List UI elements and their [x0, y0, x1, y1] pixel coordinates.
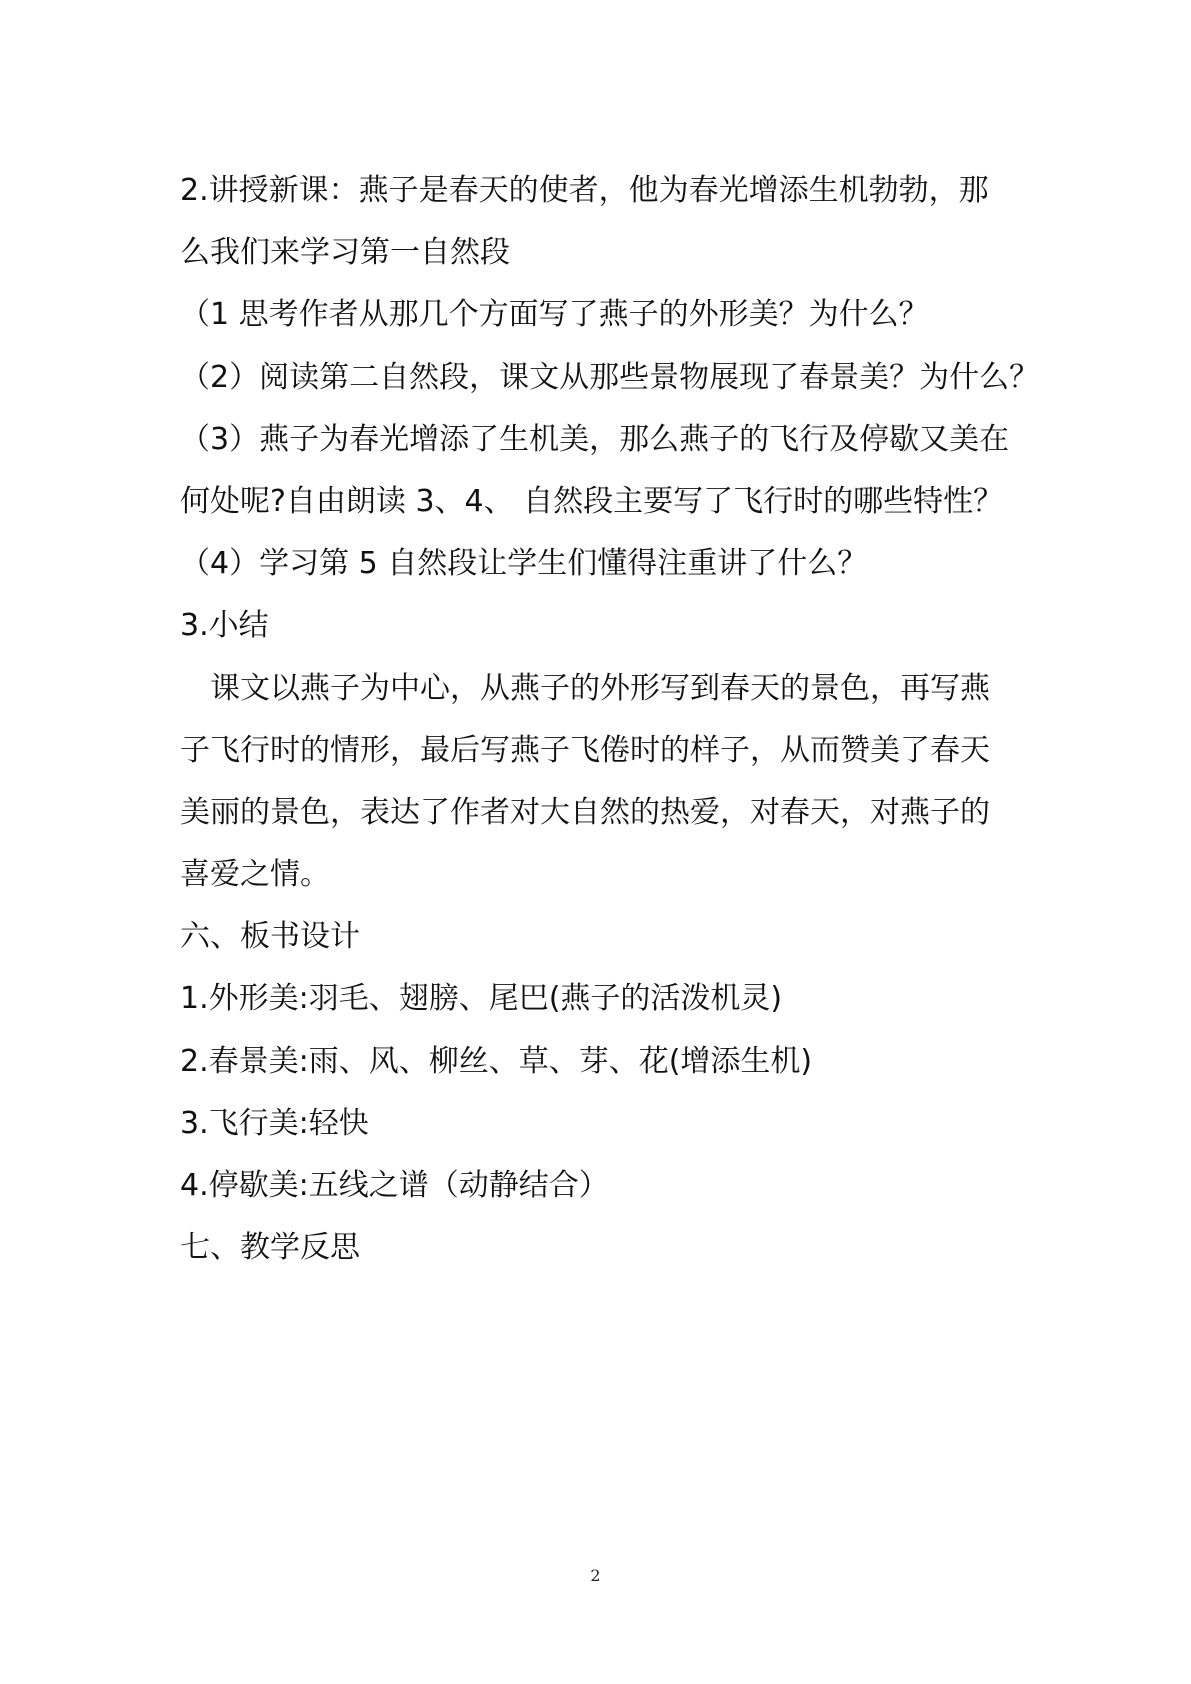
text-line-2: 么我们来学习第一自然段 [180, 235, 510, 271]
text-line-12: 喜爱之情。 [180, 857, 330, 893]
section-heading-reflection: 七、教学反思 [180, 1230, 360, 1266]
board-item-1: 1.外形美:羽毛、翅膀、尾巴(燕子的活泼机灵) [180, 981, 783, 1017]
board-item-4: 4.停歇美:五线之谱（动静结合） [180, 1168, 609, 1203]
text-line-11: 美丽的景色，表达了作者对大自然的热爱，对春天，对燕子的 [180, 794, 990, 830]
text-line-3: （1 思考作者从那几个方面写了燕子的外形美？为什么？ [180, 297, 929, 333]
text-line-10: 子飞行时的情形，最后写燕子飞倦时的样子，从而赞美了春天 [180, 732, 990, 768]
text-line-4: （2）阅读第二自然段，课文从那些景物展现了春景美？为什么？ [180, 359, 1040, 395]
text-line-5: （3）燕子为春光增添了生机美，那么燕子的飞行及停歇又美在 [180, 421, 1010, 457]
board-item-3: 3.飞行美:轻快 [180, 1105, 369, 1141]
text-line-1: 2.讲授新课：燕子是春天的使者，他为春光增添生机勃勃，那 [180, 173, 989, 208]
text-line-7: （4）学习第 5 自然段让学生们懂得注重讲了什么？ [180, 546, 868, 582]
board-item-2: 2.春景美:雨、风、柳丝、草、芽、花(增添生机) [180, 1043, 813, 1079]
section-heading-summary: 3.小结 [180, 608, 269, 644]
text-line-9: 课文以燕子为中心，从燕子的外形写到春天的景色，再写燕 [210, 670, 990, 706]
section-heading-board-design: 六、板书设计 [180, 919, 360, 955]
document-body [180, 160, 1040, 1279]
page-number: 2 [590, 1566, 601, 1585]
text-line-6: 何处呢?自由朗读 3、4、 自然段主要写了飞行时的哪些特性？ [180, 483, 1004, 519]
